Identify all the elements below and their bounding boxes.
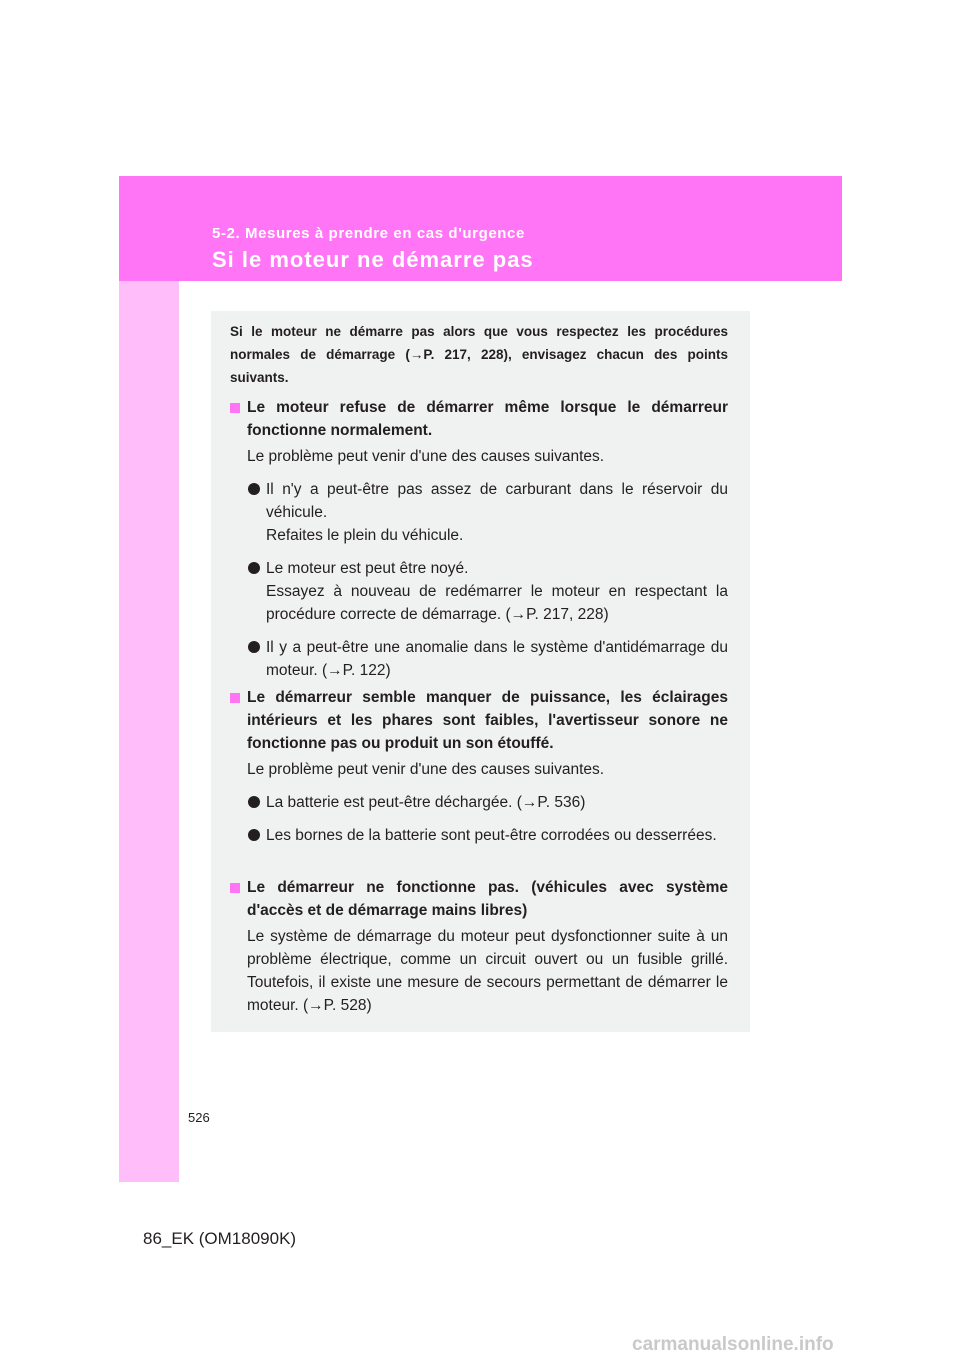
square-bullet-icon <box>230 883 240 893</box>
section-text: Le problème peut venir d'une des causes suivantes. <box>247 761 605 778</box>
watermark: carmanualsonline.info <box>632 1334 834 1355</box>
bullet-item: Les bornes de la batterie sont peut-être corrodées ou desserrées. <box>230 824 728 847</box>
square-bullet-icon <box>230 403 240 413</box>
section-heading: Le démarreur ne fonctionne pas. (véhicules avec système d'accès et de démarrage mains libres) <box>230 876 728 922</box>
dot-bullet-icon <box>248 796 260 808</box>
page-number: 526 <box>188 1110 210 1125</box>
section-1 <box>230 396 728 682</box>
section-text: Le problème peut venir d'une des causes suivantes. <box>247 448 605 465</box>
bullet-item: Le moteur est peut être noyé. Essayez à nouveau de redémarrer le moteur en respectant la procédure correcte de démarrage. (→P. 217, 228) <box>230 557 728 626</box>
section-heading: Le moteur refuse de démarrer même lorsque le démarreur fonctionne normalement. <box>230 396 728 442</box>
page-title: Si le moteur ne démarre pas <box>212 247 534 272</box>
side-tab-strip <box>119 281 179 1182</box>
section-heading: Le démarreur semble manquer de puissance, les éclairages intérieurs et les phares sont faibles, l'avertisseur sonore ne fonctionne pas ou produit un son étouffé. <box>230 686 728 755</box>
dot-bullet-icon <box>248 483 260 495</box>
intro-text: Si le moteur ne démarre pas alors que vous respectez les procédures normales de démarrage (→P. 217, 228), envisagez chacun des points suivants. <box>230 324 728 385</box>
section-2 <box>230 686 728 847</box>
square-bullet-icon <box>230 693 240 703</box>
bullet-item: Il y a peut-être une anomalie dans le système d'antidémarrage du moteur. (→P. 122) <box>230 636 728 682</box>
section-label: 5-2. Mesures à prendre en cas d'urgence <box>212 225 525 242</box>
section-text: Le système de démarrage du moteur peut dysfonctionner suite à un problème électrique, comme un circuit ouvert ou un fusible grillé. Toutefois, il existe une mesure de secours permettant de démarrer le moteur. (→P. 528) <box>247 928 728 1014</box>
document-code: 86_EK (OM18090K) <box>143 1229 297 1248</box>
bullet-item: Il n'y a peut-être pas assez de carburant dans le réservoir du véhicule. Refaites le plein du véhicule. <box>230 478 728 547</box>
dot-bullet-icon <box>248 562 260 574</box>
section-3 <box>230 876 728 1017</box>
dot-bullet-icon <box>248 641 260 653</box>
dot-bullet-icon <box>248 829 260 841</box>
bullet-item: La batterie est peut-être déchargée. (→P. 536) <box>230 791 728 814</box>
